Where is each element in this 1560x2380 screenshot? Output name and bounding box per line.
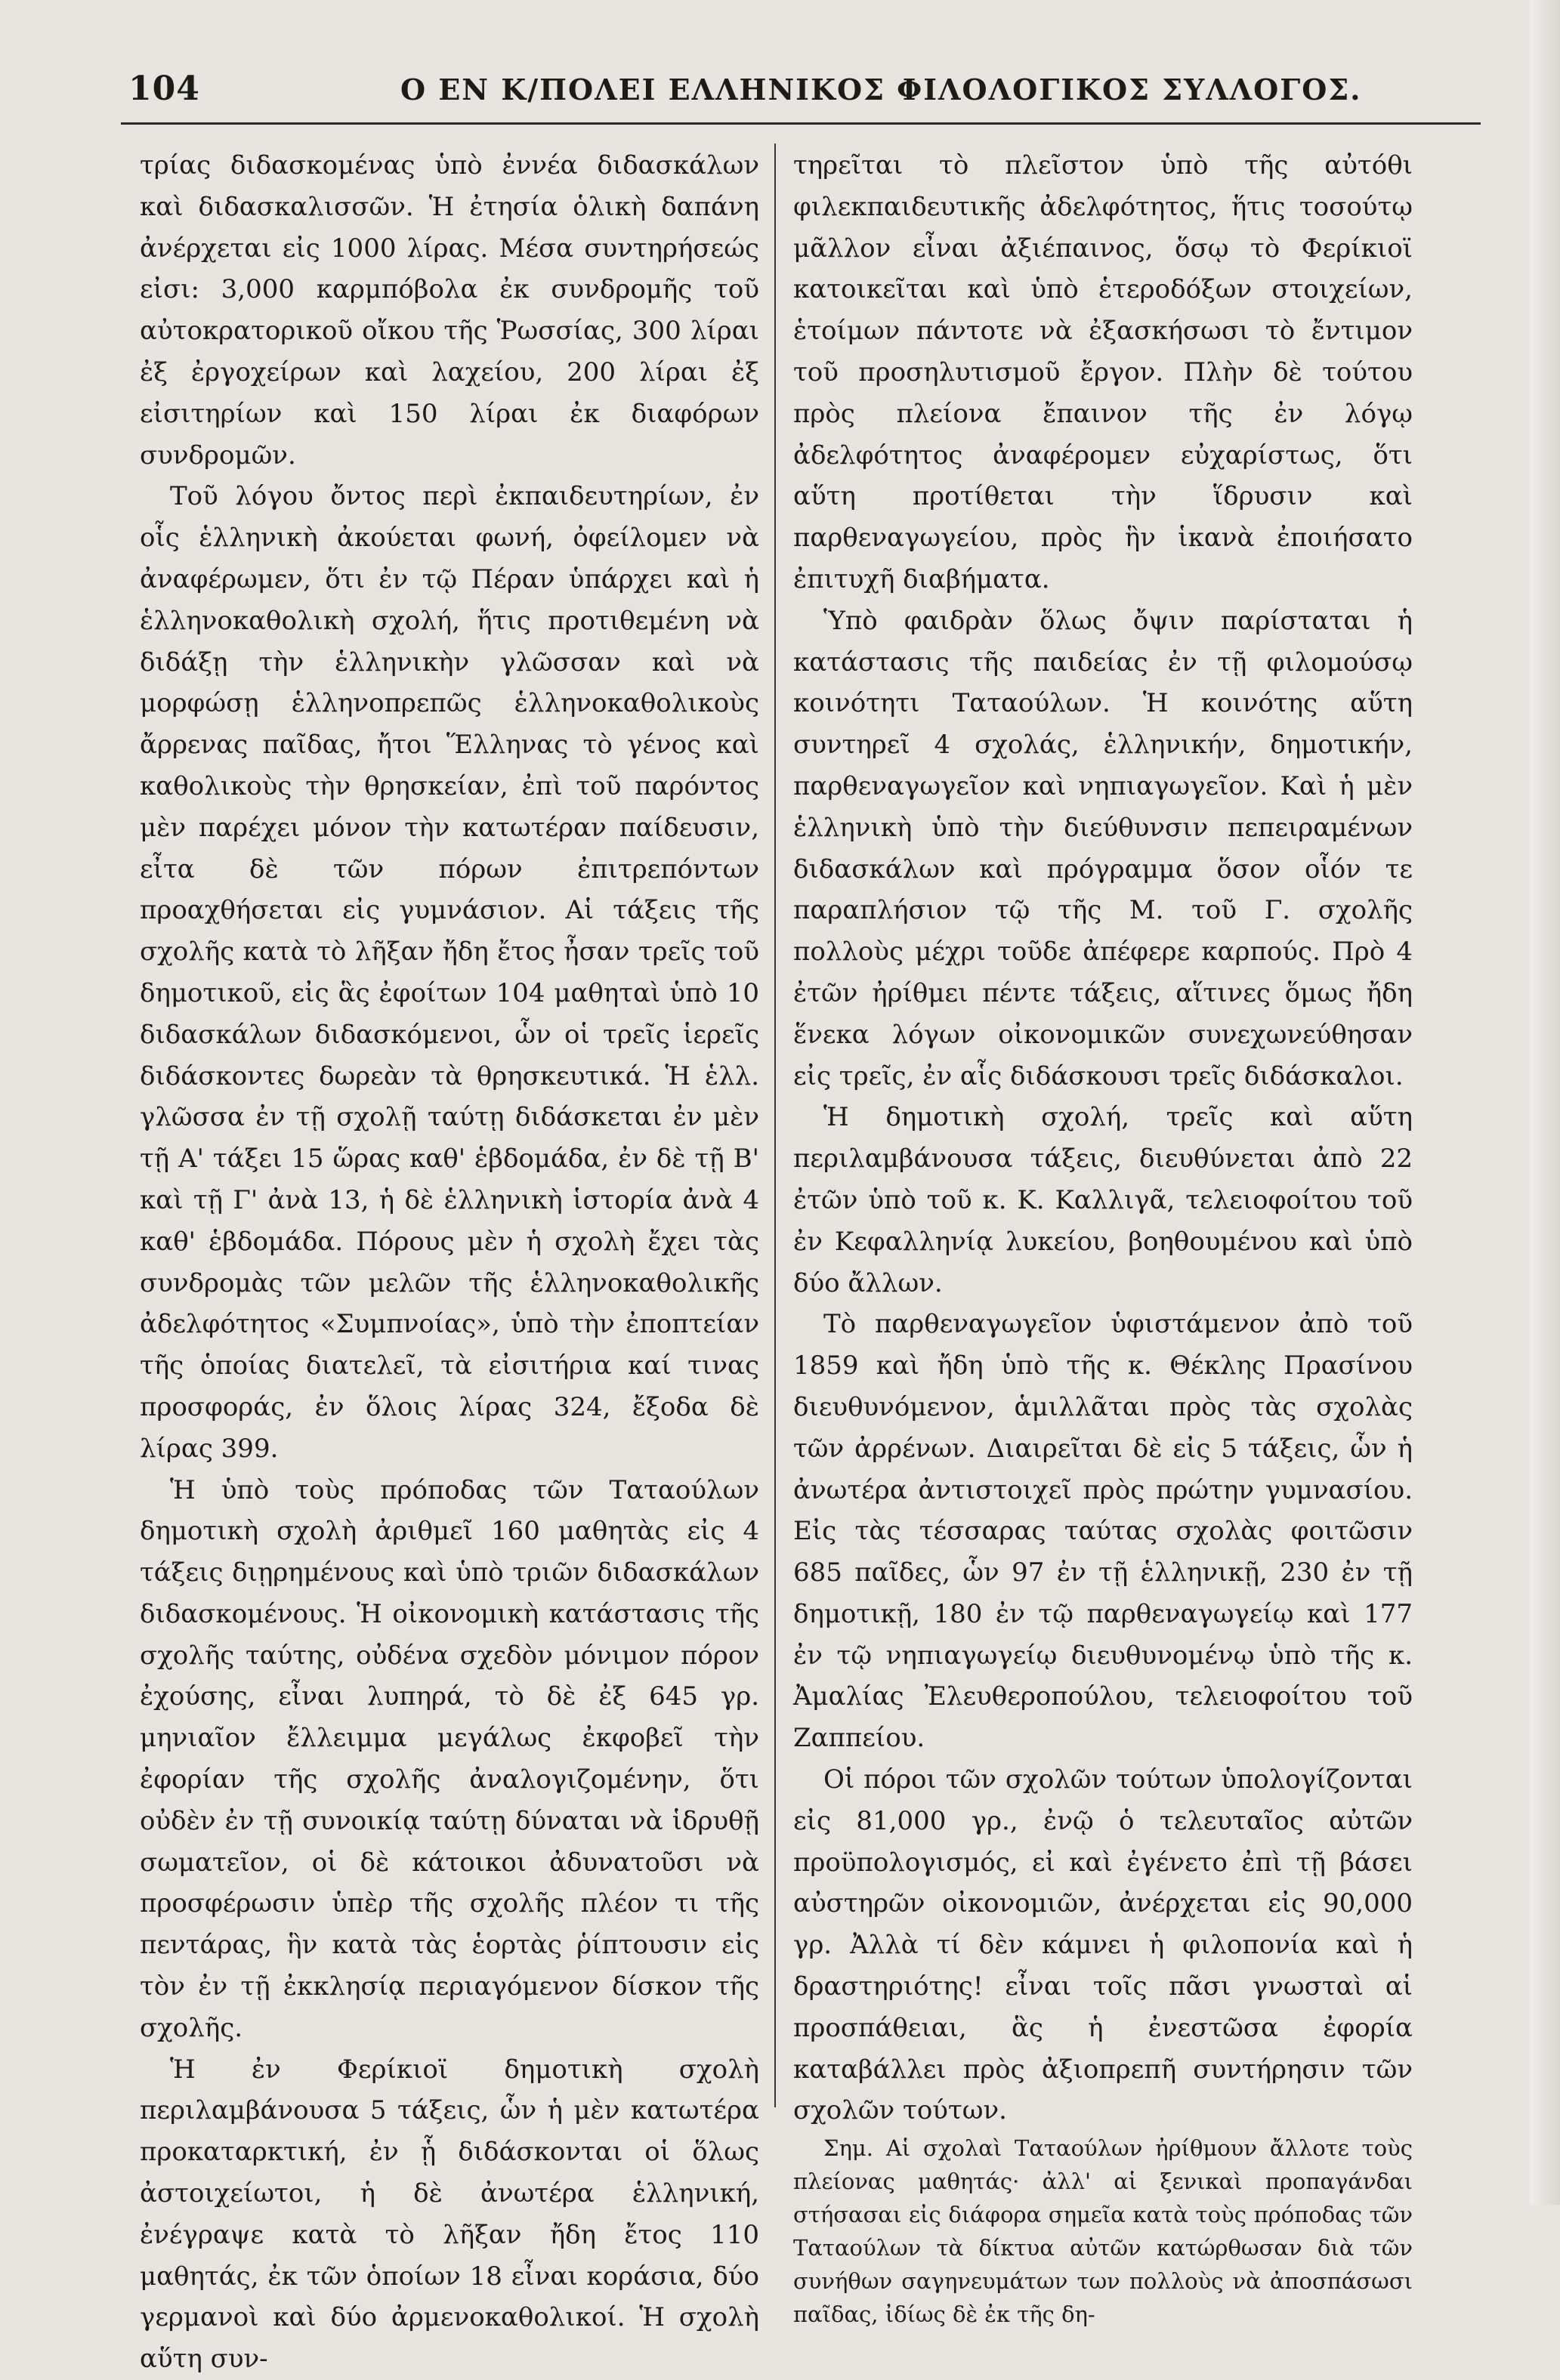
paragraph: Ἡ δημοτικὴ σχολή, τρεῖς καὶ αὕτη περιλαμβάνουσα τάξεις, διευθύνεται ἀπὸ 22 ἐτῶν ὑπὸ τοῦ κ. Κ. Καλλιγᾶ, τελειοφοίτου τοῦ ἐν Κεφαλληνίᾳ λυκείου, βοηθουμένου καὶ ὑπὸ δύο ἄλλων.	[793, 1102, 1413, 1298]
page-number: 104	[128, 69, 200, 108]
footnote: Σημ. Αἱ σχολαὶ Ταταούλων ἠρίθμουν ἄλλοτε τοὺς πλείονας μαθητάς· ἀλλ' αἱ ξενικαὶ προπαγάνδαι στήσασαι εἰς διάφορα σημεῖα κατὰ τοὺς πρόποδας τῶν Ταταούλων τὰ δίκτυα αὐτῶν κατώρθωσαν διὰ τῶν συνήθων σαγηνευμάτων των πολλοὺς νὰ ἀποσπάσωσι παῖδας, ἰδίως δὲ ἐκ τῆς δη-	[793, 2135, 1413, 2328]
paragraph: Ὑπὸ φαιδρὰν ὅλως ὄψιν παρίσταται ἡ κατάστασις τῆς παιδείας ἐν τῇ φιλομούσῳ κοινότητι Ταταούλων. Ἡ κοινότης αὕτη συντηρεῖ 4 σχολάς, ἑλληνικήν, δημοτικήν, παρθεναγωγεῖον καὶ νηπιαγωγεῖον. Καὶ ἡ μὲν ἑλληνικὴ ὑπὸ τὴν διεύθυνσιν πεπειραμένων διδασκάλων καὶ πρόγραμμα ὅσον οἷόν τε παραπλήσιον τῷ τῆς Μ. τοῦ Γ. σχολῆς πολλοὺς μέχρι τοῦδε ἀπέφερε καρπούς. Πρὸ 4 ἐτῶν ἠρίθμει πέντε τάξεις, αἵτινες ὅμως ἤδη ἕνεκα λόγων οἰκονομικῶν συνεχωνεύθησαν εἰς τρεῖς, ἐν αἷς διδάσκουσι τρεῖς διδάσκαλοι.	[793, 605, 1413, 1091]
right-column	[793, 145, 1413, 2331]
paragraph: Τοῦ λόγου ὄντος περὶ ἐκπαιδευτηρίων, ἐν οἷς ἑλληνικὴ ἀκούεται φωνή, ὀφείλομεν νὰ ἀναφέρωμεν, ὅτι ἐν τῷ Πέραν ὑπάρχει καὶ ἡ ἑλληνοκαθολικὴ σχολή, ἥτις προτιθεμένη νὰ διδάξῃ τὴν ἑλληνικὴν γλῶσσαν καὶ νὰ μορφώσῃ ἑλληνοπρεπῶς ἑλληνοκαθολικοὺς ἄρρενας παῖδας, ἤτοι Ἕλληνας τὸ γένος καὶ καθολικοὺς τὴν θρησκείαν, ἐπὶ τοῦ παρόντος μὲν παρέχει μόνον τὴν κατωτέραν παίδευσιν, εἶτα δὲ τῶν πόρων ἐπιτρεπόντων προαχθήσεται εἰς γυμνάσιον. Αἱ τάξεις τῆς σχολῆς κατὰ τὸ λῆξαν ἤδη ἔτος ἦσαν τρεῖς τοῦ δημοτικοῦ, εἰς ἃς ἐφοίτων 104 μαθηταὶ ὑπὸ 10 διδασκάλων διδασκόμενοι, ὧν οἱ τρεῖς ἱερεῖς διδάσκοντες δωρεὰν τὰ θρησκευτικά. Ἡ ἑλλ. γλῶσσα ἐν τῇ σχολῇ ταύτῃ διδάσκεται ἐν μὲν τῇ Α' τάξει 15 ὥρας καθ' ἑβδομάδα, ἐν δὲ τῇ Β' καὶ τῇ Γ' ἀνὰ 13, ἡ δὲ ἑλληνικὴ ἱστορία ἀνὰ 4 καθ' ἑβδομάδα. Πόρους μὲν ἡ σχολὴ ἔχει τὰς συνδρομὰς τῶν μελῶν τῆς ἑλληνοκαθολικῆς ἀδελφότητος «Συμπνοίας», ὑπὸ τὴν ἐποπτείαν τῆς ὁποίας διατελεῖ, τὰ εἰσιτήρια καί τινας προσφοράς, ἐν ὅλοις λίρας 324, ἔξοδα δὲ λίρας 399.	[140, 481, 759, 1464]
column-divider	[774, 144, 776, 2107]
scan-edge	[1530, 0, 1560, 2205]
paragraph: Οἱ πόροι τῶν σχολῶν τούτων ὑπολογίζονται εἰς 81,000 γρ., ἐνῷ ὁ τελευταῖος αὐτῶν προϋπολογισμός, εἰ καὶ ἐγένετο ἐπὶ τῇ βάσει αὐστηρῶν οἰκονομιῶν, ἀνέρχεται εἰς 90,000 γρ. Ἀλλὰ τί δὲν κάμνει ἡ φιλοπονία καὶ ἡ δραστηριότης! εἶναι τοῖς πᾶσι γνωσταὶ αἱ προσπάθειαι, ἃς ἡ ἐνεστῶσα ἐφορία καταβάλλει πρὸς ἀξιοπρεπῆ συντήρησιν τῶν σχολῶν τούτων.	[793, 1764, 1413, 2126]
paragraph: Τὸ παρθεναγωγεῖον ὑφιστάμενον ἀπὸ τοῦ 1859 καὶ ἤδη ὑπὸ τῆς κ. Θέκλης Πρασίνου διευθυνόμενον, ἁμιλλᾶται πρὸς τὰς σχολὰς τῶν ἀρρένων. Διαιρεῖται δὲ εἰς 5 τάξεις, ὧν ἡ ἀνωτέρα ἀντιστοιχεῖ πρὸς πρώτην γυμνασίου. Εἰς τὰς τέσσαρας ταύτας σχολὰς φοιτῶσιν 685 παῖδες, ὧν 97 ἐν τῇ ἑλληνικῇ, 230 ἐν τῇ δημοτικῇ, 180 ἐν τῷ παρθεναγωγείῳ καὶ 177 ἐν τῷ νηπιαγωγείῳ διευθυνομένῳ ὑπὸ τῆς κ. Ἀμαλίας Ἐλευθεροπούλου, τελειοφοίτου τοῦ Ζαππείου.	[793, 1309, 1413, 1754]
page-header	[128, 69, 1488, 122]
running-title: Ο ΕΝ Κ/ΠΟΛΕΙ ΕΛΛΗΝΙΚΟΣ ΦΙΛΟΛΟΓΙΚΟΣ ΣΥΛΛΟΓΟΣ.	[400, 73, 1362, 106]
left-column	[140, 145, 759, 2380]
paragraph: τηρεῖται τὸ πλεῖστον ὑπὸ τῆς αὐτόθι φιλεκπαιδευτικῆς ἀδελφότητος, ἥτις τοσούτῳ μᾶλλον εἶναι ἀξιέπαινος, ὅσῳ τὸ Φερίκιοϊ κατοικεῖται καὶ ὑπὸ ἑτεροδόξων στοιχείων, ἑτοίμων πάντοτε νὰ ἐξασκήσωσι τὸ ἔντιμον τοῦ προσηλυτισμοῦ ἔργον. Πλὴν δὲ τούτου πρὸς πλείονα ἔπαινον τῆς ἐν λόγῳ ἀδελφότητος ἀναφέρομεν εὐχαρίστως, ὅτι αὕτη προτίθεται τὴν ἵδρυσιν καὶ παρθεναγωγείου, πρὸς ἣν ἱκανὰ ἐποιήσατο ἐπιτυχῆ διαβήματα.	[793, 150, 1413, 594]
paragraph: Ἡ ἐν Φερίκιοϊ δημοτικὴ σχολὴ περιλαμβάνουσα 5 τάξεις, ὧν ἡ μὲν κατωτέρα προκαταρκτική, ἐν ᾗ διδάσκονται οἱ ὅλως ἀστοιχείωτοι, ἡ δὲ ἀνωτέρα ἑλληνική, ἐνέγραψε κατὰ τὸ λῆξαν ἤδη ἔτος 110 μαθητάς, ἐκ τῶν ὁποίων 18 εἶναι κοράσια, δύο γερμανοὶ καὶ δύο ἀρμενοκαθολικοί. Ἡ σχολὴ αὕτη συν-	[140, 2054, 759, 2375]
paragraph: Ἡ ὑπὸ τοὺς πρόποδας τῶν Ταταούλων δημοτικὴ σχολὴ ἀριθμεῖ 160 μαθητὰς εἰς 4 τάξεις διῃρημένους καὶ ὑπὸ τριῶν διδασκάλων διδασκομένους. Ἡ οἰκονομικὴ κατάστασις τῆς σχολῆς ταύτης, οὐδένα σχεδὸν μόνιμον πόρον ἐχούσης, εἶναι λυπηρά, τὸ δὲ ἐξ 645 γρ. μηνιαῖον ἔλλειμμα μεγάλως ἐκφοβεῖ τὴν ἐφορίαν τῆς σχολῆς ἀναλογιζομένην, ὅτι οὐδὲν ἐν τῇ συνοικίᾳ ταύτῃ δύναται νὰ ἱδρυθῇ σωματεῖον, οἱ δὲ κάτοικοι ἀδυνατοῦσι νὰ προσφέρωσιν ὑπὲρ τῆς σχολῆς πλέον τι τῆς πεντάρας, ἣν κατὰ τὰς ἑορτὰς ῥίπτουσιν εἰς τὸν ἐν τῇ ἐκκλησίᾳ περιαγόμενον δίσκον τῆς σχολῆς.	[140, 1474, 759, 2043]
paragraph: τρίας διδασκομένας ὑπὸ ἐννέα διδασκάλων καὶ διδασκαλισσῶν. Ἡ ἐτησία ὁλικὴ δαπάνη ἀνέρχεται εἰς 1000 λίρας. Μέσα συντηρήσεώς εἰσι: 3,000 καρμπόβολα ἐκ συνδρομῆς τοῦ αὐτοκρατορικοῦ οἴκου τῆς Ῥωσσίας, 300 λίραι ἐξ ἐργοχείρων καὶ λαχείου, 200 λίραι ἐξ εἰσιτηρίων καὶ 150 λίραι ἐκ διαφόρων συνδρομῶν.	[140, 150, 759, 471]
header-rule	[121, 122, 1481, 125]
